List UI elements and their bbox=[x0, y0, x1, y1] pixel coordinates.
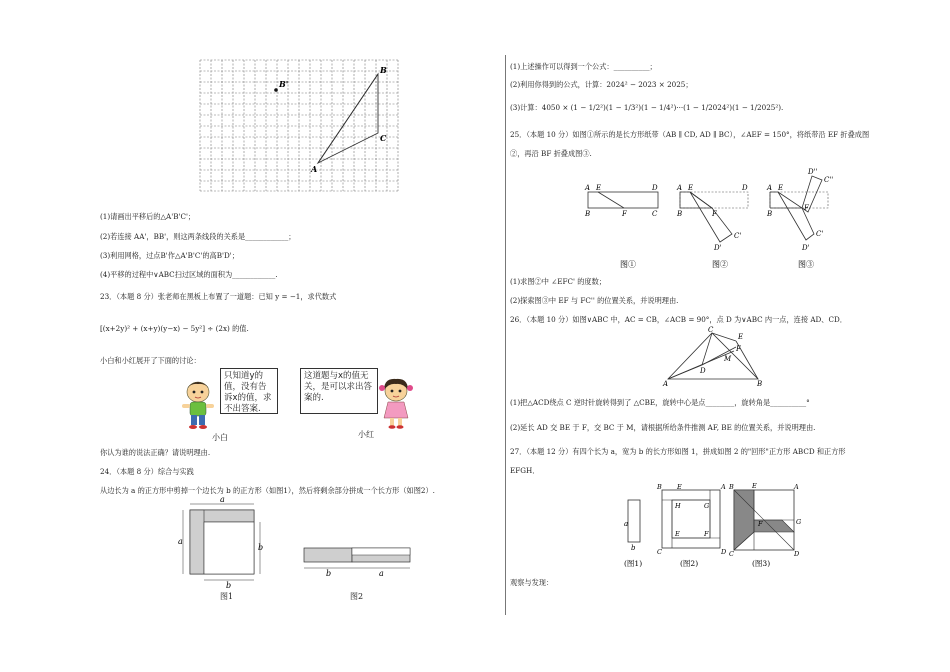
svg-text:C: C bbox=[652, 210, 658, 218]
q27-caption-1: (图1) bbox=[624, 559, 643, 568]
svg-text:F: F bbox=[758, 520, 763, 528]
svg-text:E: E bbox=[752, 482, 757, 490]
q27-footer: 观察与发现： bbox=[510, 578, 554, 587]
svg-text:a: a bbox=[624, 520, 629, 528]
q25-header-2: ②，再沿 BF 折叠成图③. bbox=[510, 149, 592, 158]
svg-text:D': D' bbox=[714, 244, 722, 252]
q25-part-2: (2)探索图③中 EF 与 FC'' 的位置关系，并说明理由. bbox=[510, 296, 679, 305]
svg-text:B: B bbox=[729, 483, 734, 491]
column-divider bbox=[505, 55, 506, 615]
q22-part-1: (1)请画出平移后的△A'B'C'； bbox=[100, 212, 196, 221]
label-a: A bbox=[311, 164, 318, 174]
svg-text:A: A bbox=[663, 380, 669, 388]
svg-text:F: F bbox=[712, 210, 717, 218]
speech-bubble-right: 这道题与x的值无关，是可以求出答案的. bbox=[300, 368, 378, 414]
svg-text:G: G bbox=[704, 502, 710, 510]
svg-text:D'': D'' bbox=[808, 168, 818, 176]
speech-bubble-left: 只知道y的值，没有告诉x的值，求不出答案. bbox=[220, 368, 278, 414]
boy-cartoon bbox=[178, 378, 218, 432]
q27-header-2: EFGH． bbox=[510, 466, 540, 475]
svg-text:A: A bbox=[585, 184, 591, 192]
q25-caption-2: 图② bbox=[712, 260, 728, 269]
fig1-bottom-b: b bbox=[226, 581, 232, 590]
svg-text:D': D' bbox=[802, 244, 810, 252]
svg-text:A: A bbox=[721, 483, 726, 491]
fig1-top-a: a bbox=[220, 495, 225, 504]
q25-figures bbox=[582, 164, 842, 272]
q25-part-1: (1)求图②中 ∠EFC' 的度数； bbox=[510, 277, 606, 286]
svg-text:A: A bbox=[767, 184, 773, 192]
svg-text:C: C bbox=[729, 550, 734, 558]
svg-text:B: B bbox=[657, 483, 662, 491]
label-b: B bbox=[380, 65, 387, 75]
svg-text:C: C bbox=[708, 326, 714, 334]
fig1-left-a: a bbox=[178, 537, 183, 546]
q23-expression: [(x+2y)² + (x+y)(y−x) − 5y²] ÷ (2x) 的值. bbox=[100, 324, 249, 333]
q22-part-4: (4)平移的过程中∨ABC扫过区域的面积为____________. bbox=[100, 270, 278, 279]
svg-text:E: E bbox=[677, 483, 682, 491]
svg-text:C'': C'' bbox=[824, 176, 834, 184]
svg-text:B: B bbox=[677, 210, 683, 218]
q24-text: 从边长为 a 的正方形中剪掉一个边长为 b 的正方形（如图1），然后将剩余部分拼成一个长方形（如图2）. bbox=[100, 486, 435, 495]
svg-text:F: F bbox=[704, 530, 709, 538]
svg-text:D: D bbox=[794, 550, 800, 558]
q22-part-2: (2)若连接 AA'，BB'，则这两条线段的关系是____________； bbox=[100, 232, 296, 241]
svg-text:B: B bbox=[585, 210, 591, 218]
svg-text:E: E bbox=[778, 184, 784, 192]
girl-cartoon bbox=[376, 376, 416, 432]
q24-figure-2 bbox=[302, 546, 414, 580]
label-c: C bbox=[380, 133, 387, 143]
svg-text:B: B bbox=[767, 210, 773, 218]
q24-fig2-caption: 图2 bbox=[350, 592, 364, 601]
q27-caption-2: (图2) bbox=[680, 559, 699, 568]
name-xiaohong: 小红 bbox=[358, 430, 374, 439]
fig2-a: a bbox=[379, 569, 384, 578]
svg-text:D: D bbox=[700, 367, 706, 375]
q26-part-2: (2)延长 AD 交 BE 于 F，交 BC 于 M，请根据所给条件推测 AF, BE 的位置关系，并说明理由. bbox=[510, 423, 816, 432]
q24-part-2: (2)利用你得到的公式，计算：2024² − 2023 × 2025； bbox=[510, 80, 693, 89]
q23-intro: 小白和小红展开了下面的讨论： bbox=[100, 356, 201, 365]
label-b-prime: B' bbox=[279, 79, 289, 89]
q24-header: 24．（本题 8 分）综合与实践 bbox=[100, 467, 194, 476]
q24-fig1-caption: 图1 bbox=[220, 592, 234, 601]
svg-text:F: F bbox=[736, 345, 741, 353]
svg-text:F: F bbox=[622, 210, 627, 218]
svg-text:E: E bbox=[596, 184, 602, 192]
q22-part-3: (3)利用网格，过点B'作△A'B'C'的高B'D'； bbox=[100, 251, 239, 260]
q23-question: 你认为谁的说法正确？请说明理由. bbox=[100, 448, 211, 457]
q24-figure-1 bbox=[178, 495, 268, 590]
fig1-right-b: b bbox=[258, 543, 264, 552]
grid-figure bbox=[200, 60, 400, 192]
svg-text:C': C' bbox=[734, 232, 742, 240]
svg-text:M: M bbox=[724, 355, 732, 363]
name-xiaobai: 小白 bbox=[212, 433, 228, 442]
svg-text:C': C' bbox=[816, 230, 824, 238]
q25-caption-3: 图③ bbox=[798, 260, 814, 269]
fig2-b: b bbox=[326, 569, 332, 578]
q27-header: 27．（本题 12 分）有四个长为 a，宽为 b 的长方形如图 1，拼成如图 2 的"回形"正方形 ABCD 和正方形 bbox=[510, 447, 846, 456]
svg-text:D: D bbox=[721, 548, 727, 556]
svg-text:F: F bbox=[804, 204, 809, 212]
q23-header: 23．（本题 8 分）张老师在黑板上布置了一道题：已知 y = −1，求代数式 bbox=[100, 292, 337, 301]
q27-caption-3: (图3) bbox=[752, 559, 771, 568]
q26-figure bbox=[660, 325, 770, 387]
q27-figures bbox=[622, 480, 804, 570]
svg-text:C: C bbox=[657, 548, 662, 556]
svg-text:G: G bbox=[796, 518, 802, 526]
q26-part-1: (1)把△ACD绕点 C 逆时针旋转得到了 △CBE，旋转中心是点________，旋转角是__________° bbox=[510, 398, 810, 407]
q25-header: 25．（本题 10 分）如图①所示的是长方形纸带（AB ∥ CD, AD ∥ BC），∠AEF = 150°，将纸带沿 EF 折叠成图 bbox=[510, 130, 870, 139]
q26-header: 26．（本题 10 分）如图∨ABC 中，AC = CB，∠ACB = 90°，点 D 为∨ABC 内一点，连接 AD、CD． bbox=[510, 315, 847, 324]
q24-part-1: (1)上述操作可以得到一个公式：__________； bbox=[510, 62, 657, 71]
svg-text:E: E bbox=[688, 184, 694, 192]
svg-text:b: b bbox=[631, 544, 636, 552]
svg-text:A: A bbox=[794, 483, 799, 491]
svg-text:D: D bbox=[652, 184, 658, 192]
svg-text:E: E bbox=[675, 530, 680, 538]
svg-text:A: A bbox=[677, 184, 683, 192]
svg-text:H: H bbox=[675, 502, 681, 510]
svg-text:E: E bbox=[738, 333, 744, 341]
svg-text:B: B bbox=[757, 380, 763, 388]
q24-part-3: (3)计算：4050 × (1 − 1/2²)(1 − 1/3²)(1 − 1/4²)···(1 − 1/2024²)(1 − 1/2025²). bbox=[510, 103, 784, 112]
q25-caption-1: 图① bbox=[620, 260, 636, 269]
svg-text:D: D bbox=[742, 184, 748, 192]
